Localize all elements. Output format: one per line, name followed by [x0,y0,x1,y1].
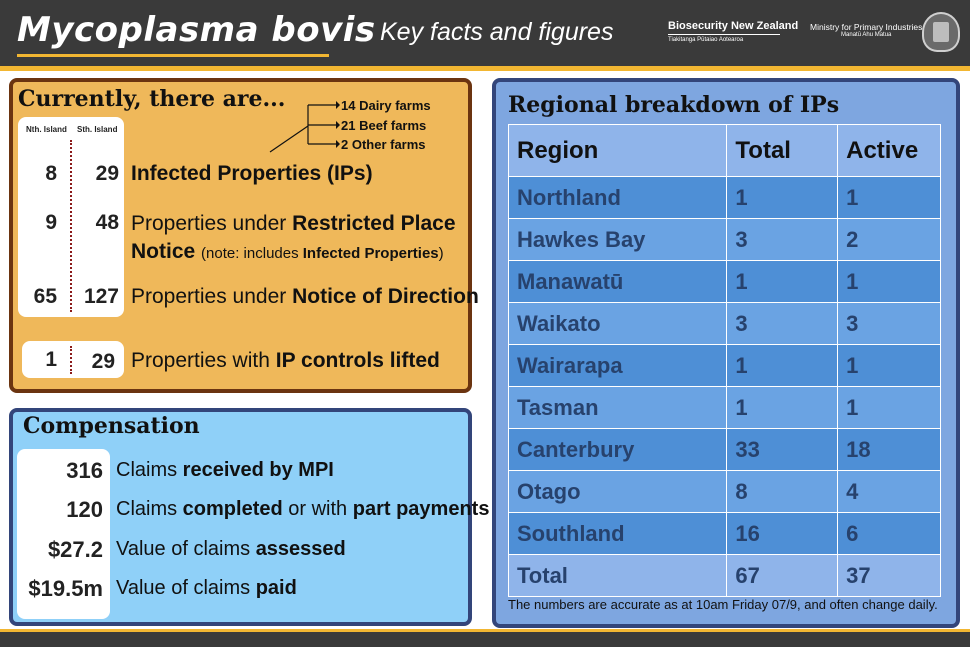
title-underline [17,54,329,57]
header-accent-rule [0,66,970,71]
region-cell: Manawatū [509,261,727,303]
total-cell: 1 [727,177,838,219]
active-cell: 18 [838,429,941,471]
nz-coat-of-arms-icon [922,12,960,52]
active-cell: 1 [838,177,941,219]
page-subtitle: Key facts and figures [380,18,614,46]
current-panel-title: Currently, there are... [18,86,286,112]
bnz-logo-maori: Tiakitanga Pūtaiao Aotearoa [668,37,744,43]
claims-completed-label: Claims completed or with part payments [116,498,490,520]
table-row [509,261,941,303]
claims-assessed-label: Value of claims assessed [116,538,346,560]
ip-south-count: 29 [95,162,119,185]
farm-count-other: 2 Other farms [341,137,426,152]
page-title: Mycoplasma bovis [17,10,376,50]
footer-bar [0,632,970,647]
lifted-north-count: 1 [45,348,57,371]
regional-breakdown-title: Regional breakdown of IPs [508,92,840,118]
active-cell: 1 [838,387,941,429]
table-row [509,387,941,429]
region-cell: Northland [509,177,727,219]
total-cell: 67 [727,555,838,597]
active-cell: 2 [838,219,941,261]
column-header-region: Region [509,125,727,177]
total-cell: 1 [727,261,838,303]
rpn-north-count: 9 [45,211,57,234]
north-island-header: Nth. Island [26,125,67,134]
region-cell: Canterbury [509,429,727,471]
table-row [509,513,941,555]
column-header-active: Active [838,125,941,177]
mpi-logo [810,22,922,38]
claims-paid-label: Value of claims paid [116,577,297,599]
farm-breakdown-arrows [260,96,340,156]
table-header-row [509,125,941,177]
total-cell: 3 [727,219,838,261]
ip-label: Infected Properties (IPs) [131,162,373,185]
table-total-row [509,555,941,597]
active-cell: 37 [838,555,941,597]
claims-paid-value: $19.5m [28,576,103,601]
total-cell: 1 [727,387,838,429]
table-row [509,177,941,219]
region-cell: Tasman [509,387,727,429]
table-row [509,219,941,261]
lifted-south-count: 29 [91,350,115,373]
farm-count-dairy: 14 Dairy farms [341,98,431,113]
rpn-south-count: 48 [95,211,119,234]
nod-north-count: 65 [33,285,57,308]
rpn-label: Properties under Restricted Place Notice (note: includes Infected Properties) [131,212,456,263]
column-header-total: Total [727,125,838,177]
farm-count-beef: 21 Beef farms [341,118,427,133]
region-cell: Wairarapa [509,345,727,387]
active-cell: 4 [838,471,941,513]
nod-south-count: 127 [83,285,119,308]
island-divider [70,140,72,312]
table-row [509,303,941,345]
active-cell: 3 [838,303,941,345]
region-cell: Waikato [509,303,727,345]
region-cell: Total [509,555,727,597]
table-row [509,429,941,471]
accuracy-footnote: The numbers are accurate as at 10am Friday 07/9, and often change daily. [508,597,938,612]
total-cell: 3 [727,303,838,345]
claims-assessed-value: $27.2 [47,537,103,562]
claims-received-value: 316 [66,458,103,483]
compensation-title: Compensation [23,413,200,439]
active-cell: 1 [838,261,941,303]
header-bar [0,0,970,66]
region-cell: Otago [509,471,727,513]
region-cell: Hawkes Bay [509,219,727,261]
active-cell: 6 [838,513,941,555]
claims-received-label: Claims received by MPI [116,459,334,481]
biosecurity-nz-logo [668,20,798,43]
regional-table [508,124,941,597]
nod-label: Properties under Notice of Direction [131,285,479,308]
total-cell: 1 [727,345,838,387]
lifted-divider [70,346,72,374]
south-island-header: Sth. Island [77,125,118,134]
claims-completed-value: 120 [66,497,103,522]
lifted-label: Properties with IP controls lifted [131,349,440,372]
mpi-logo-name: Ministry for Primary Industries [810,22,923,32]
total-cell: 8 [727,471,838,513]
region-cell: Southland [509,513,727,555]
mpi-logo-maori: Manatū Ahu Matua [841,32,892,38]
table-row [509,345,941,387]
bnz-logo-rule [668,34,780,35]
total-cell: 16 [727,513,838,555]
table-row [509,471,941,513]
bnz-logo-name: Biosecurity New Zealand [668,20,799,32]
active-cell: 1 [838,345,941,387]
ip-north-count: 8 [45,162,57,185]
total-cell: 33 [727,429,838,471]
